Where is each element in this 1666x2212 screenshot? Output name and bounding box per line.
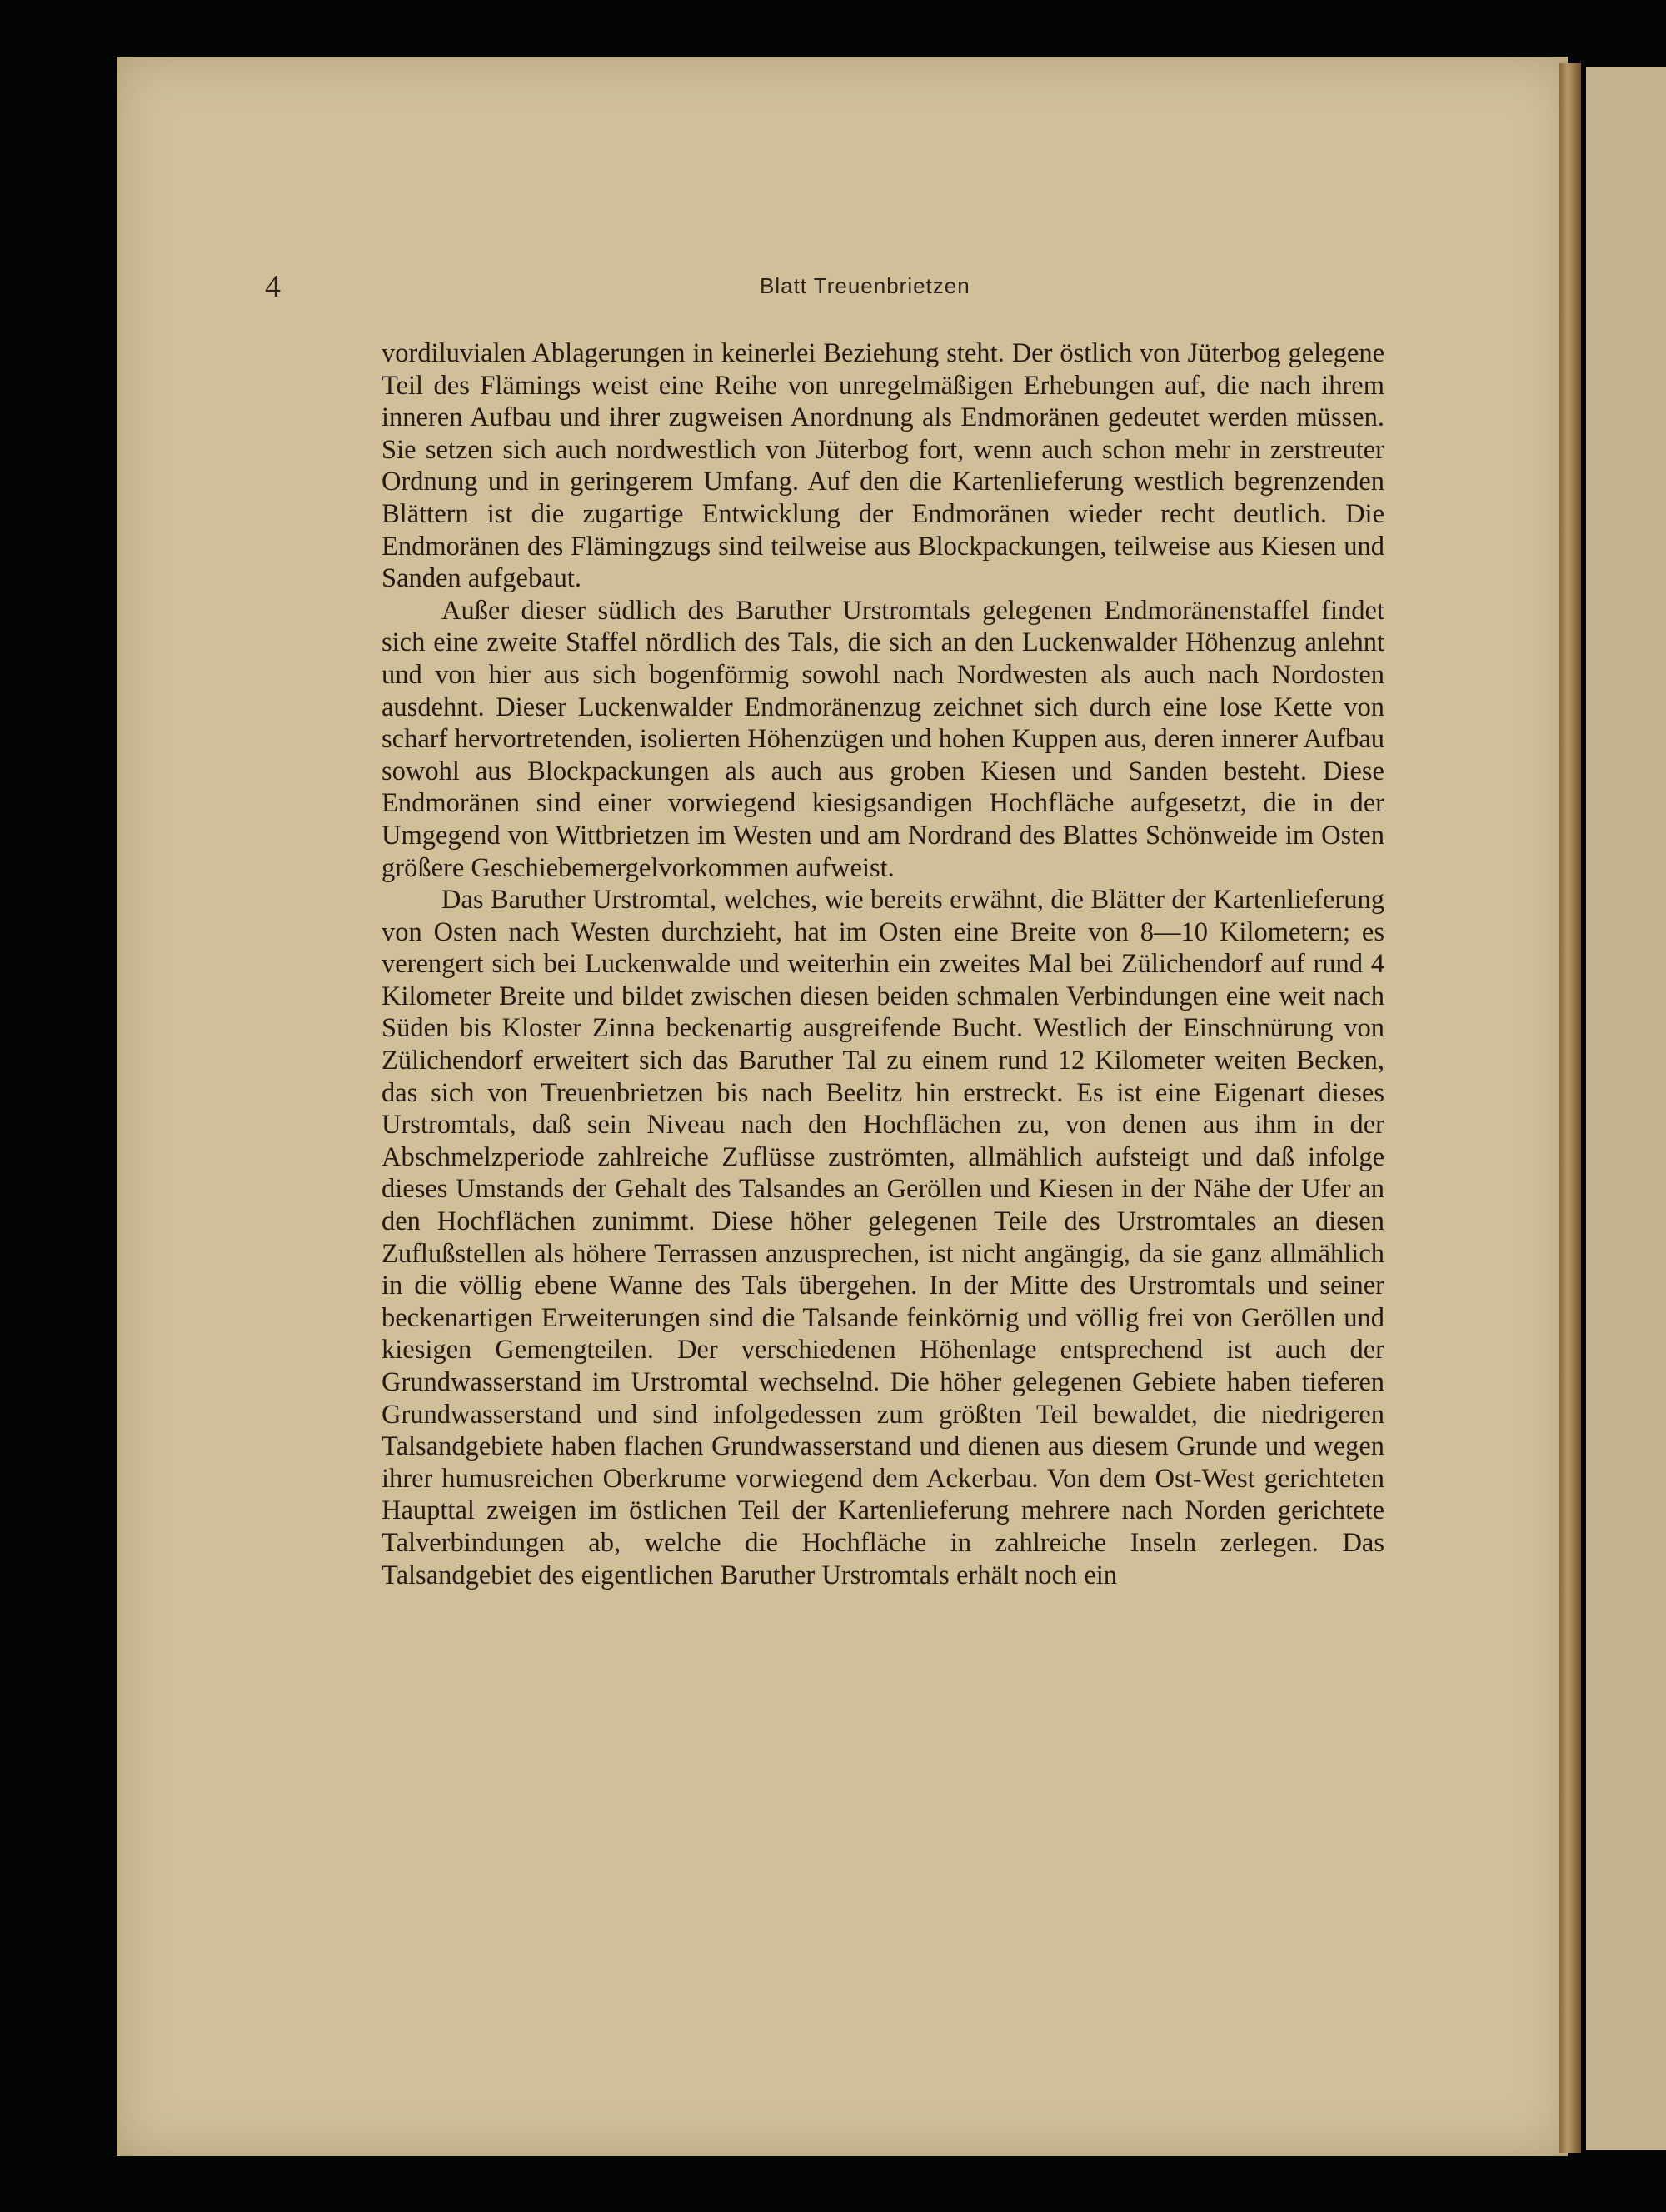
paragraph-2: Außer dieser südlich des Baruther Urstromtals gelegenen Endmoränenstaffel findet sich eine zweite Staffel nördlich des Tals, die sich an den Luckenwalder Höhenzug anlehnt und von hier aus sich bogenförmig sowohl nach Nordwesten als auch nach Nordosten ausdehnt. Dieser Luckenwalder Endmoränenzug zeichnet sich durch eine lose Kette von scharf hervortretenden, isolierten Höhenzügen und hohen Kuppen aus, deren innerer Aufbau sowohl aus Blockpackungen als auch aus groben Kiesen und Sanden besteht. Diese Endmoränen sind einer vorwiegend kiesigsandigen Hochfläche aufgesetzt, die in der Umgegend von Wittbrietzen im Westen und am Nordrand des Blattes Schönweide im Osten größere Geschiebemergelvorkommen aufweist. [382,595,1384,883]
page-gutter-edge [1559,63,1581,2153]
body-text [382,337,1384,1591]
running-title: Blatt Treuenbrietzen [760,273,970,298]
paragraph-3: Das Baruther Urstromtal, welches, wie bereits erwähnt, die Blätter der Kartenlieferung von Osten nach Westen durchzieht, hat im Osten eine Breite von 8—10 Kilometern; es verengert sich bei Luckenwalde und weiterhin ein zweites Mal bei Zülichendorf auf rund 4 Kilometer Breite und bildet zwischen diesen beiden schmalen Verbindungen eine weit nach Süden bis Kloster Zinna beckenartig ausgreifende Bucht. Westlich der Einschnürung von Zülichendorf erweitert sich das Baruther Tal zu einem rund 12 Kilometer weiten Becken, das sich von Treuenbrietzen bis nach Beelitz hin erstreckt. Es ist eine Eigenart dieses Urstromtals, daß sein Niveau nach den Hochflächen zu, von denen aus ihm in der Abschmelzperiode zahlreiche Zuflüsse zuströmten, allmählich aufsteigt und daß infolge dieses Umstands der Gehalt des Talsandes an Geröllen und Kiesen in der Nähe der Ufer an den Hochflächen zunimmt. Diese höher gelegenen Teile des Urstromtales an diesen Zuflußstellen als höhere Terrassen anzusprechen, ist nicht angängig, da sie ganz allmählich in die völlig ebene Wanne des Tals übergehen. In der Mitte des Urstromtals und seiner beckenartigen Erweiterungen sind die Talsande feinkörnig und völlig frei von Geröllen und kiesigen Gemengteilen. Der verschiedenen Höhenlage entsprechend ist auch der Grundwasserstand im Urstromtal wechselnd. Die höher gelegenen Gebiete haben tieferen Grundwasserstand und sind infolgedessen zum größten Teil bewaldet, die niedrigeren Talsandgebiete haben flachen Grundwasserstand und dienen aus diesem Grunde und wegen ihrer humusreichen Oberkrume vorwiegend dem Ackerbau. Von dem Ost-West gerichteten Haupttal zweigen im östlichen Teil der Kartenlieferung mehrere nach Norden gerichtete Talverbindungen ab, welche die Hochfläche in zahlreiche Inseln zerlegen. Das Talsandgebiet des eigentlichen Baruther Urstromtals erhält noch ein [382,885,1384,1590]
adjacent-page-edge [1586,67,1666,2150]
running-header [0,268,1666,310]
page-number: 4 [265,269,281,304]
paragraph-1: vordiluvialen Ablagerungen in keinerlei Beziehung steht. Der östlich von Jüterbog gelegene Teil des Flämings weist eine Reihe von unregelmäßigen Erhebungen auf, die nach ihrem inneren Aufbau und ihrer zugweisen Anordnung als Endmoränen gedeutet werden müssen. Sie setzen sich auch nordwestlich von Jüterbog fort, wenn auch schon mehr in zerstreuter Ordnung und in geringerem Umfang. Auf den die Kartenlieferung westlich begrenzenden Blättern ist die zugartige Entwicklung der Endmoränen wieder recht deutlich. Die Endmoränen des Flämingzugs sind teilweise aus Blockpackungen, teilweise aus Kiesen und Sanden aufgebaut. [382,338,1384,594]
